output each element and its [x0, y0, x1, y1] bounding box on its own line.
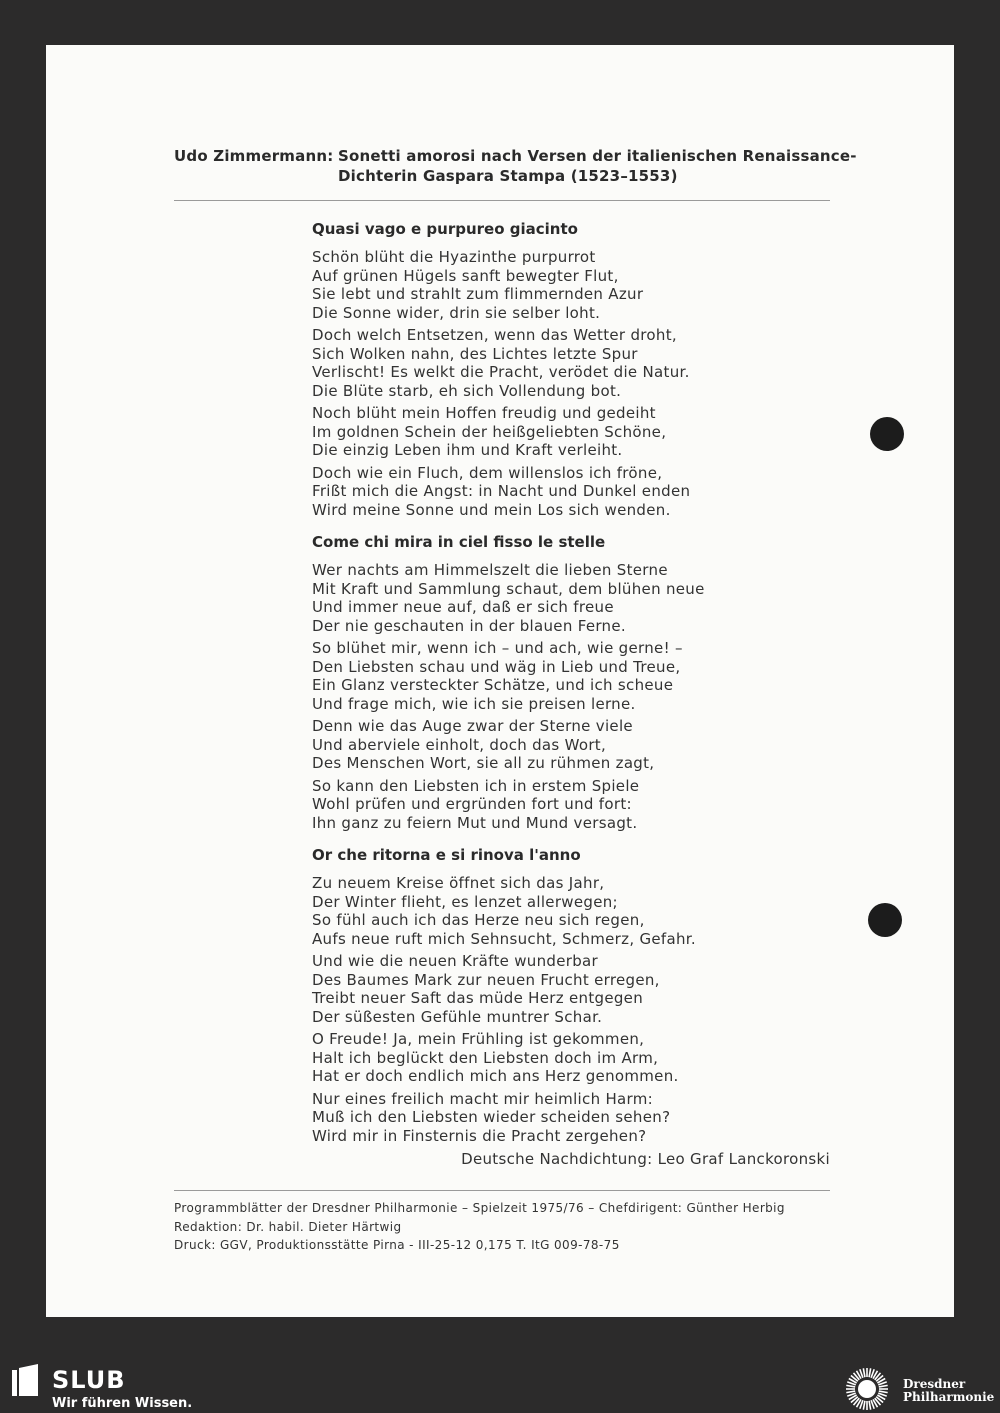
verse-line: Im goldnen Schein der heißgeliebten Schöne, — [312, 422, 667, 441]
verse-line: Die Sonne wider, drin sie selber loht. — [312, 303, 601, 322]
verse-line: Doch welch Entsetzen, wenn das Wetter droht, — [312, 326, 677, 344]
verse-line: Wer nachts am Himmelszelt die lieben Sterne — [312, 561, 668, 579]
verse-line: Wird meine Sonne und mein Los sich wenden. — [312, 500, 671, 519]
verse-line: Halt ich beglückt den Liebsten doch im Arm, — [312, 1048, 659, 1067]
verse-line: Und immer neue auf, daß er sich freue — [312, 598, 614, 616]
verse-line: Die Blüte starb, eh sich Vollendung bot. — [312, 381, 622, 400]
verse-line: Des Menschen Wort, sie all zu rühmen zagt, — [312, 754, 655, 772]
verse-line: Die einzig Leben ihm und Kraft verleiht. — [312, 441, 623, 459]
verse-line: Hat er doch endlich mich ans Herz genommen. — [312, 1067, 679, 1085]
verse-line: Der Winter flieht, es lenzet allerwegen; — [312, 892, 618, 911]
verse-line: So blühet mir, wenn ich – und ach, wie gerne! – — [312, 639, 683, 657]
poem — [312, 219, 852, 519]
verse-line: Treibt neuer Saft das müde Herz entgegen — [312, 989, 644, 1007]
imprint-line: Programmblätter der Dresdner Philharmonie – Spielzeit 1975/76 – Chefdirigent: Günther Herbig — [174, 1201, 785, 1215]
translation-credit: Deutsche Nachdichtung: Leo Graf Lanckoronski — [461, 1150, 830, 1168]
punch-hole — [868, 903, 902, 937]
stanza — [312, 1030, 852, 1086]
slub-name: SLUB — [52, 1366, 126, 1394]
stanza — [312, 404, 852, 460]
verse-line: Ein Glanz versteckter Schätze, und ich scheue — [312, 676, 674, 694]
verse-line: Doch wie ein Fluch, dem willenslos ich fröne, — [312, 463, 663, 482]
verse-line: Wohl prüfen und ergründen fort und fort: — [312, 795, 632, 813]
footer-divider — [174, 1190, 830, 1191]
stanza — [312, 464, 852, 520]
stanza — [312, 561, 852, 635]
verse-line: So fühl auch ich das Herze neu sich regen, — [312, 911, 645, 929]
verse-line: Der süßesten Gefühle muntrer Schar. — [312, 1007, 603, 1026]
composer-name: Udo Zimmermann: — [174, 147, 334, 165]
verse-line: Des Baumes Mark zur neuen Frucht erregen, — [312, 970, 660, 989]
verse-line: Schön blüht die Hyazinthe purpurrot — [312, 248, 596, 266]
stanza — [312, 777, 852, 833]
verse-line: Und frage mich, wie ich sie preisen lerne. — [312, 694, 636, 713]
verse-line: Sich Wolken nahn, des Lichtes letzte Spur — [312, 344, 638, 363]
stanza — [312, 952, 852, 1026]
stanza — [312, 639, 852, 713]
verse-line: Zu neuem Kreise öffnet sich das Jahr, — [312, 874, 605, 892]
verse-line: So kann den Liebsten ich in erstem Spiele — [312, 776, 640, 795]
stanza — [312, 1090, 852, 1146]
verse-line: Nur eines freilich macht mir heimlich Harm: — [312, 1089, 653, 1108]
verse-line: Ihn ganz zu feiern Mut und Mund versagt. — [312, 813, 638, 832]
poem — [312, 532, 852, 832]
verse-line: Verlischt! Es welkt die Pracht, verödet die Natur. — [312, 363, 690, 381]
verse-line: O Freude! Ja, mein Frühling ist gekommen, — [312, 1030, 645, 1048]
header-divider — [174, 200, 830, 201]
slub-tagline: Wir führen Wissen. — [52, 1396, 193, 1411]
verse-line: Mit Kraft und Sammlung schaut, dem blühen neue — [312, 579, 705, 598]
verse-line: Aufs neue ruft mich Sehnsucht, Schmerz, Gefahr. — [312, 929, 696, 948]
verse-line: Und aberviele einholt, doch das Wort, — [312, 735, 607, 754]
verse-line: Muß ich den Liebsten wieder scheiden sehen? — [312, 1108, 671, 1126]
verse-line: Sie lebt und strahlt zum flimmernden Azur — [312, 285, 644, 303]
work-title-line-2: Dichterin Gaspara Stampa (1523–1553) — [338, 167, 678, 185]
verse-line: Noch blüht mein Hoffen freudig und gedeiht — [312, 404, 656, 422]
punch-hole — [870, 417, 904, 451]
poem — [312, 845, 852, 1145]
work-title-line-1: Sonetti amorosi nach Versen der italienischen Renaissance- — [338, 147, 857, 165]
dresdner-philharmonie-name: Dresdner Philharmonie — [903, 1377, 995, 1404]
verse-line: Auf grünen Hügels sanft bewegter Flut, — [312, 266, 619, 285]
imprint-line: Redaktion: Dr. habil. Dieter Härtwig — [174, 1219, 402, 1234]
document-page — [46, 45, 954, 1317]
verse-line: Und wie die neuen Kräfte wunderbar — [312, 952, 599, 970]
poem-title: Or che ritorna e si rinova l'anno — [312, 846, 581, 864]
verse-line: Den Liebsten schau und wäg in Lieb und Treue, — [312, 657, 681, 676]
imprint-line: Druck: GGV, Produktionsstätte Pirna - III-25-12 0,175 T. ItG 009-78-75 — [174, 1238, 620, 1252]
poems-section — [312, 219, 852, 1158]
poem-title: Come chi mira in ciel fisso le stelle — [312, 533, 606, 551]
stanza — [312, 326, 852, 400]
stanza — [312, 248, 852, 322]
verse-line: Denn wie das Auge zwar der Sterne viele — [312, 717, 633, 735]
slub-logo-icon — [12, 1364, 38, 1396]
verse-line: Frißt mich die Angst: in Nacht und Dunkel enden — [312, 482, 691, 500]
verse-line: Der nie geschauten in der blauen Ferne. — [312, 616, 626, 635]
poem-title: Quasi vago e purpureo giacinto — [312, 220, 578, 238]
stanza — [312, 874, 852, 948]
imprint-footer — [174, 1199, 785, 1255]
dresdner-philharmonie-logo-icon — [842, 1366, 892, 1412]
stanza — [312, 717, 852, 773]
verse-line: Wird mir in Finsternis die Pracht zergehen? — [312, 1126, 647, 1145]
